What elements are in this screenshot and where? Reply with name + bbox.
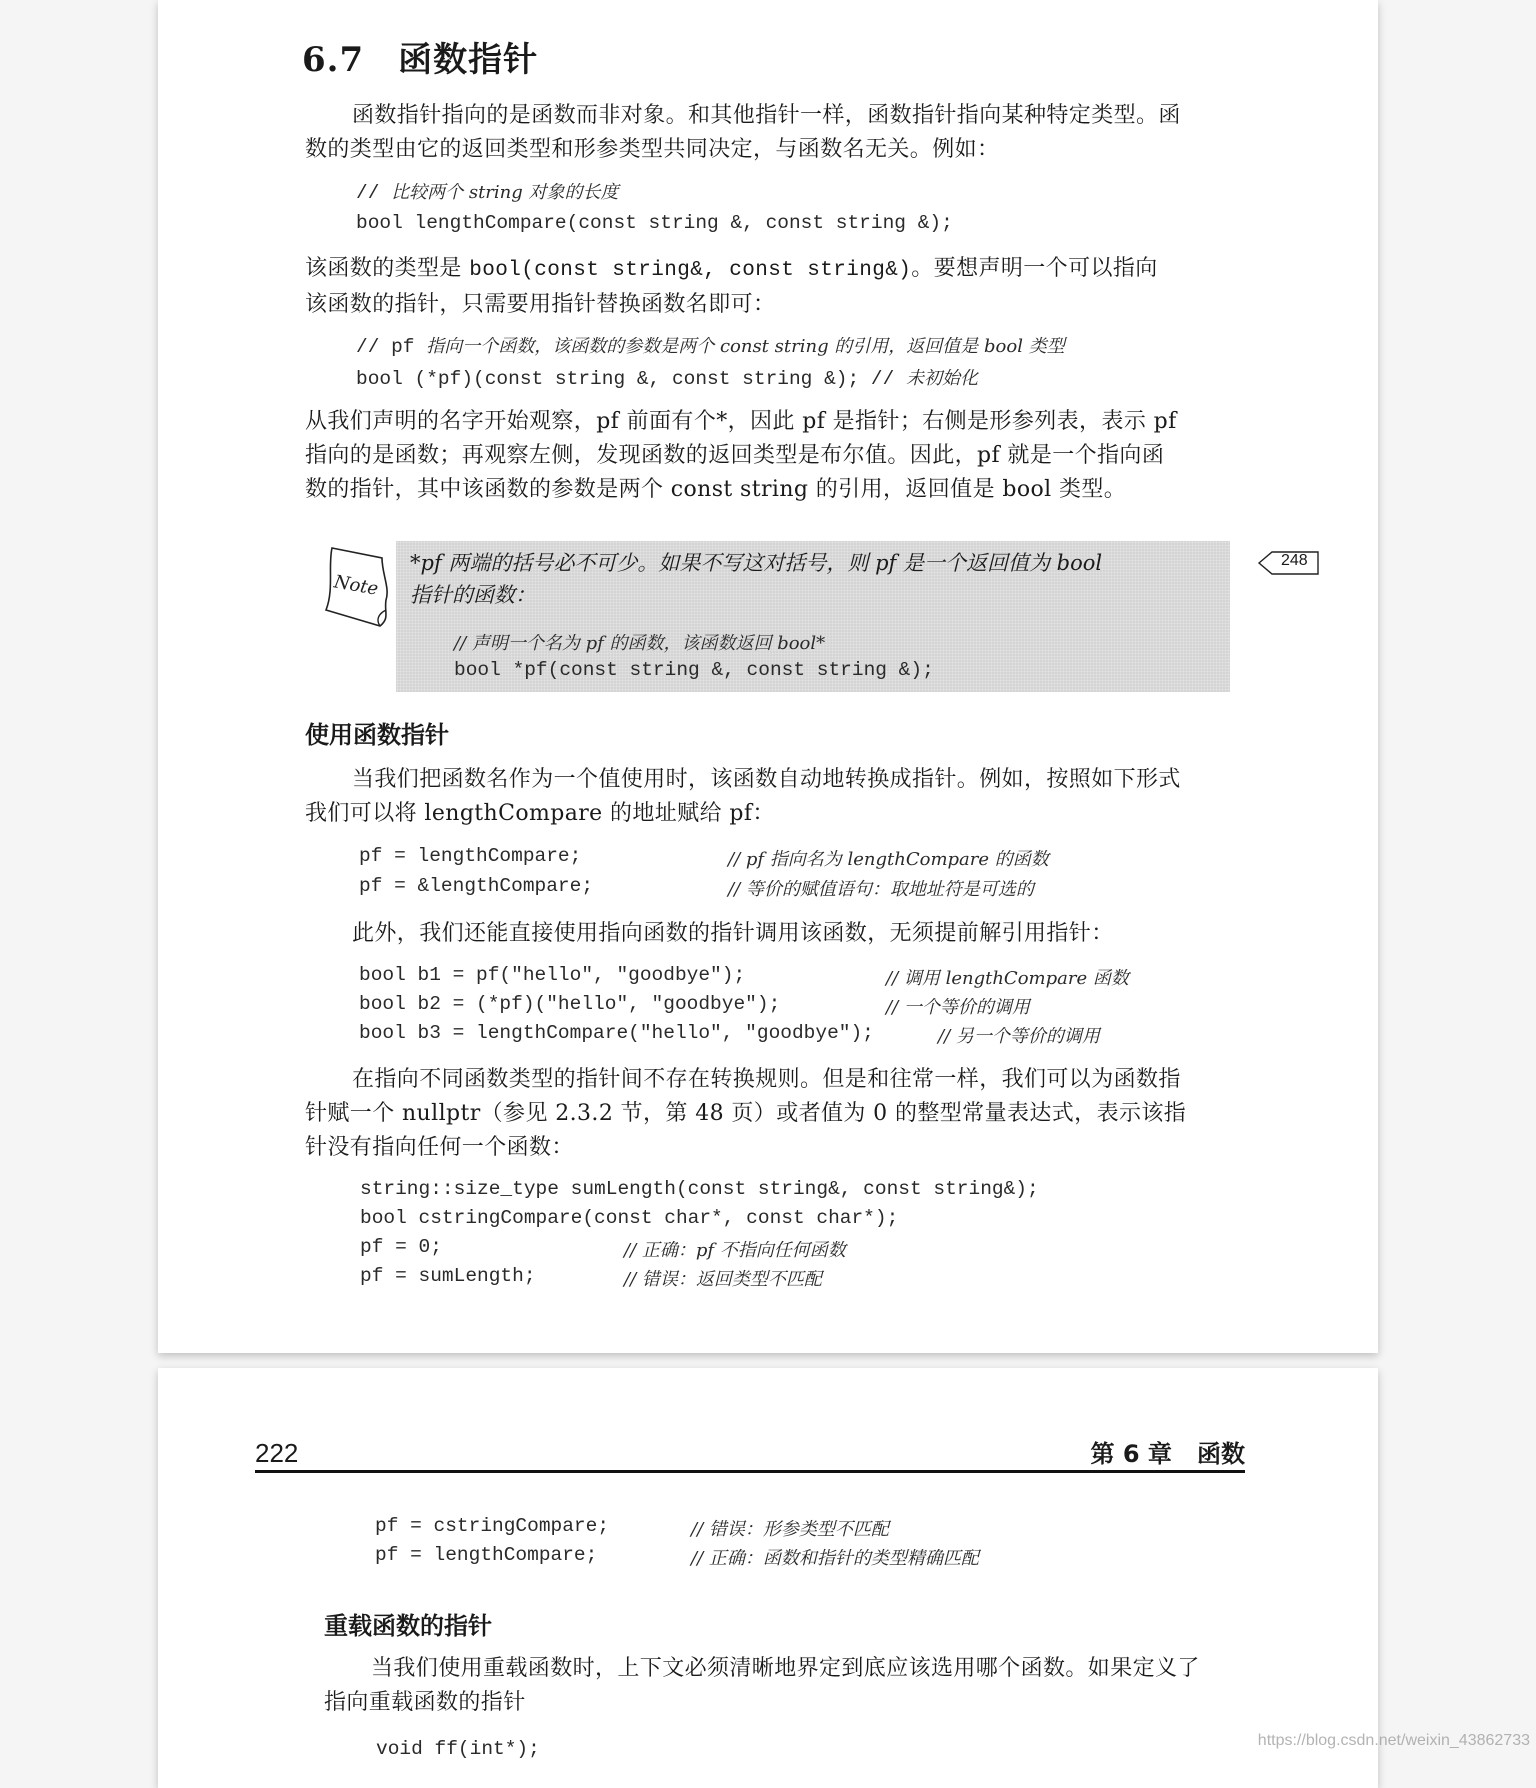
text-line: 该函数的指针，只需要用指针替换函数名即可： [305, 292, 776, 317]
code-line: bool cstringCompare(const char*, const char*); [360, 1207, 899, 1229]
code-comment: // 一个等价的调用 [886, 997, 1030, 1018]
subheading-using-function-pointers: 使用函数指针 [305, 721, 449, 749]
paragraph-function-type: 该函数的类型是 bool(const string&, const string&)。要想声明一个可以指向 该函数的指针，只需要用指针替换函数名即可： [305, 252, 1240, 322]
code-comment: // pf 指向名为 lengthCompare 的函数 [728, 849, 1049, 870]
text-line: 针没有指向任何一个函数： [305, 1135, 574, 1160]
code-line: bool (*pf)(const string &, const string &); // 未初始化 [356, 368, 978, 390]
note-code: bool *pf(const string &, const string &); [454, 659, 934, 681]
code-line: pf = sumLength; [360, 1265, 536, 1287]
note-text-line: 指针的函数： [410, 583, 536, 607]
paragraph-intro [305, 99, 1240, 167]
paragraph-conversion-rules [305, 1063, 1240, 1165]
code-comment: // 错误：返回类型不匹配 [624, 1269, 822, 1290]
code-comment: // 错误：形参类型不匹配 [691, 1519, 889, 1540]
text-line: 指向的是函数；再观察左侧，发现函数的返回类型是布尔值。因此，pf 就是一个指向函 [305, 443, 1165, 468]
watermark: https://blog.csdn.net/weixin_43862733 [1257, 1732, 1530, 1749]
code-line: pf = cstringCompare; [375, 1515, 610, 1537]
document-page-1 [158, 0, 1378, 1353]
code-line: pf = lengthCompare; [375, 1544, 598, 1566]
section-number: 6.7 [302, 40, 365, 80]
code-line: void ff(int*); [376, 1738, 540, 1760]
text-line: 数的指针，其中该函数的参数是两个 const string 的引用，返回值是 bool 类型。 [305, 477, 1127, 502]
section-heading [302, 32, 538, 81]
code-line: bool lengthCompare(const string &, const string &); [356, 212, 953, 234]
code-line: // 比较两个 string 对象的长度 [356, 182, 619, 204]
code-line: bool b2 = (*pf)("hello", "goodbye"); [359, 993, 781, 1015]
paragraph-direct-call: 此外，我们还能直接使用指向函数的指针调用该函数，无须提前解引用指针： [352, 921, 1114, 946]
text-line: 当我们使用重载函数时，上下文必须清晰地界定到底应该选用哪个函数。如果定义了 [371, 1656, 1200, 1681]
svg-text:Note: Note [332, 571, 380, 600]
code-comment: // 另一个等价的调用 [938, 1026, 1100, 1047]
header-rule [255, 1470, 1245, 1473]
code-comment: // 正确：函数和指针的类型精确匹配 [691, 1548, 979, 1569]
code-line: pf = &lengthCompare; [359, 875, 594, 897]
text-line: 针赋一个 nullptr（参见 2.3.2 节，第 48 页）或者值为 0 的整型常量表达式，表示该指 [305, 1101, 1187, 1126]
section-title: 函数指针 [398, 40, 539, 80]
text-line: 指向重载函数的指针 [324, 1690, 526, 1715]
page-number: 222 [255, 1438, 299, 1468]
code-comment: // 等价的赋值语句：取地址符是可选的 [728, 879, 1034, 900]
paragraph-declaration-reading [305, 405, 1240, 507]
code-line: bool b1 = pf("hello", "goodbye"); [359, 964, 746, 986]
note-text-line: *pf 两端的括号必不可少。如果不写这对括号，则 pf 是一个返回值为 bool [410, 551, 1103, 575]
text-line: 当我们把函数名作为一个值使用时，该函数自动地转换成指针。例如，按照如下形式 [352, 767, 1181, 792]
note-box [396, 541, 1230, 692]
note-code-comment: // 声明一个名为 pf 的函数，该函数返回 bool* [454, 633, 826, 654]
code-comment: // 正确：pf 不指向任何函数 [624, 1240, 846, 1261]
paragraph-overloaded [324, 1652, 1259, 1720]
code-line: pf = 0; [360, 1236, 442, 1258]
text-line: 从我们声明的名字开始观察，pf 前面有个*，因此 pf 是指针；右侧是形参列表，表示 pf [305, 409, 1177, 434]
note-icon [320, 544, 400, 630]
code-comment: // 调用 lengthCompare 函数 [886, 968, 1129, 989]
text-line: 函数指针指向的是函数而非对象。和其他指针一样，函数指针指向某种特定类型。函 [352, 103, 1181, 128]
text-line: 我们可以将 lengthCompare 的地址赋给 pf： [305, 801, 775, 826]
text-line: 在指向不同函数类型的指针间不存在转换规则。但是和往常一样，我们可以为函数指 [352, 1067, 1181, 1092]
paragraph-function-name-conversion [305, 763, 1240, 831]
subheading-overloaded-function-pointers: 重载函数的指针 [324, 1612, 492, 1640]
text-line: 数的类型由它的返回类型和形参类型共同决定，与函数名无关。例如： [305, 137, 1000, 162]
chapter-header: 第 6 章 函数 [1090, 1440, 1245, 1468]
code-line: // pf 指向一个函数，该函数的参数是两个 const string 的引用，返回值是 bool 类型 [356, 336, 1065, 358]
code-line: bool b3 = lengthCompare("hello", "goodbye"); [359, 1022, 874, 1044]
document-page-2 [158, 1368, 1378, 1788]
code-line: string::size_type sumLength(const string&, const string&); [360, 1178, 1039, 1200]
code-line: pf = lengthCompare; [359, 845, 582, 867]
page-reference-number: 248 [1281, 552, 1308, 569]
